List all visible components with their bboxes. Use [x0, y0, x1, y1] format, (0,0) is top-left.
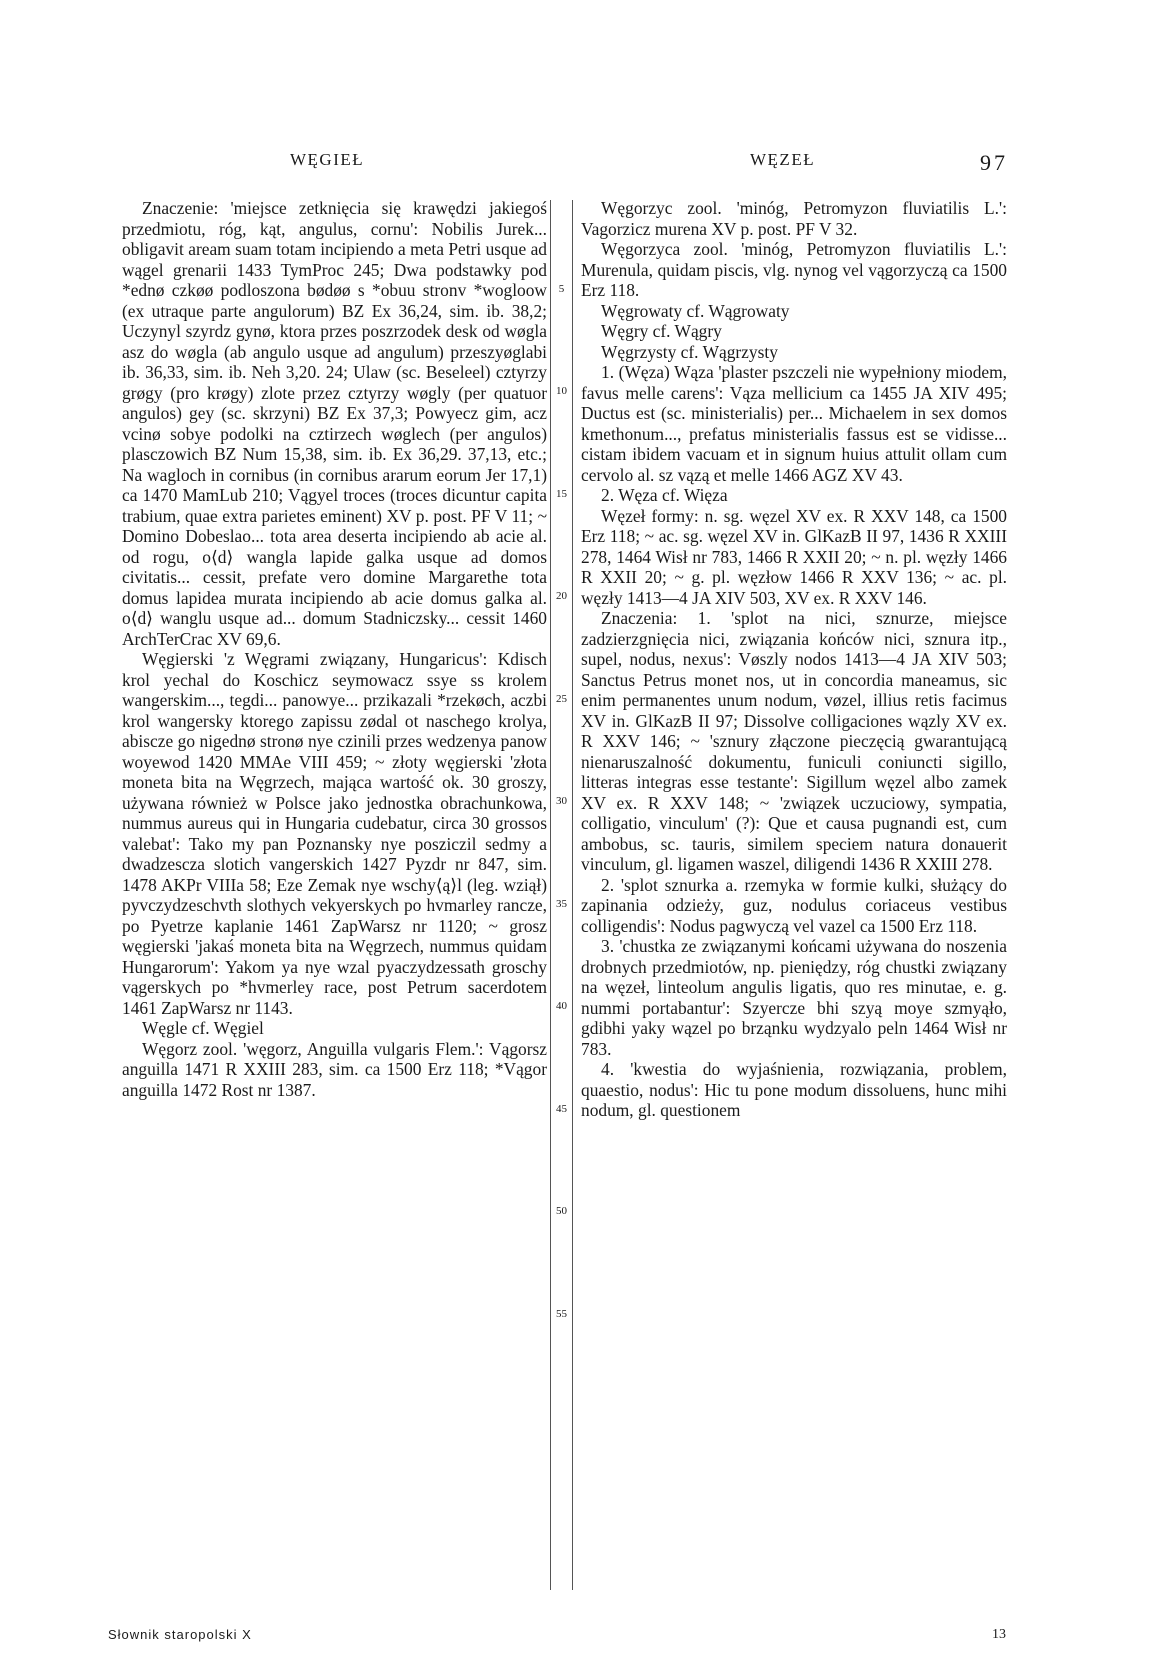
entry-paragraph: Węgrzysty cf. Wągrzysty [601, 341, 778, 362]
entry-paragraph: Węgorzyca zool. 'minóg, Petromyzon fluviatilis L.': Murenula, quidam piscis, vlg. nynog vel vągorzyczą ca 1500 Erz 118. [581, 239, 1007, 300]
entry-paragraph: 2. Węza cf. Więza [601, 485, 728, 505]
entry-paragraph: 1. (Węza) Wąza 'plaster pszczeli nie wypełniony miodem, favus melle carens': Vąza mellicium ca 1455 JA XIV 495; Ductus est (sc. ministerialis) per... Michaelem in sex domos kmethonum..., prefatus ministerialis fassus est se vidisse... cistam ibidem vacuam et in signum huius attulit ollam cum cervolo al. sz vązą et melle 1466 AGZ XV 43. [581, 362, 1007, 485]
entry-paragraph: Węgle cf. Węgiel [142, 1018, 264, 1038]
footer-signature: Słownik staropolski X [108, 1627, 252, 1642]
entry-paragraph: Znaczenie: 'miejsce zetknięcia się krawędzi jakiegoś przedmiotu, róg, kąt, angulus, cornu': Nobilis Jurek... obligavit aream suam totam incipiendo a meta Petri usque ad wągel grenarii 1433 TymProc 245; Dwa podstawky pod *ednø czkøø podloszona bødøø s *obuu stronv *wogloow (ex utraque parte angulorum) BZ Ex 36,24, sim. ib. 38,2; Uczynyl szyrdz gynø, ktora przes poszrzodek desk od wøgla asz do wøgla (ab angulo usque ad angulum) przeszyøglabi ib. 36,33, sim. ib. Neh 3,20. 24; Ulaw (sc. Beseleel) cztyrzy grøgy (pro krøgy) zlote przez cztyrzy wøgly (per quatuor angulos) gey (sc. skrzyni) BZ Ex 37,3; Powyecz gim, acz vcinø sobye podolki na cztirzech wøglech (per angulos) plasczowich BZ Num 15,38, sim. ib. Ex 36,29. 37,13, etc.; Na wagloch in cornibus (in cornibus ararum eorum Jer 17,1) ca 1470 MamLub 210; Vągyel troces (troces dicuntur capita trabium, quae extra parietes eminent) XV p. post. PF V 11; ~ Domino Dobeslao... tota area deserta incipiendo ab acie al. od rogu, o⟨d⟩ wangla lapide galka usque ad domos civitatis... cessit, prefate vero domine Margarethe tota domus lapidea murata incipiendo ab acie domus galka al. o⟨d⟩ wanglu usque ad... domum Stadniczsky... cessit 1460 ArchTerCrac XV 69,6. [122, 198, 547, 649]
line-number: 20 [556, 590, 567, 602]
line-number-gutter [553, 198, 570, 1598]
entry-paragraph: Węgorzyc zool. 'minóg, Petromyzon fluviatilis L.': Vagorzicz murena XV p. post. PF V 32. [581, 198, 1007, 239]
running-head-left: WĘGIEŁ [290, 150, 365, 169]
entry-paragraph: Znaczenia: 1. 'splot na nici, sznurze, miejsce zadzierzgnięcia nici, związania końców nici, sznura itp., supel, nodus, nexus': Vøszly nodos 1413—4 JA XIV 503; Sanctus Petrus monet nos, ut in concordia maneamus, sic enim permanentes unum nodum, vøzel, illius retis facimus XV in. GlKazB II 97; Dissolve colligaciones wązly XV ex. R XXV 146; ~ 'sznury złączone pieczęcią gwarantującą nienaruszalność dokumentu, funiculi coniuncti sigillo, litteras integras esse testante': Sigillum węzel albo zamek XV ex. R XXV 148; ~ 'związek uczuciowy, sympatia, colligatio, vinculum' (?): Que et causa pugnandi est, cum ambobus, sc. tauris, similem speciem natura donauerit vinculum, gl. ligamen waszel, diligendi 1436 R XXIII 278. [581, 608, 1007, 874]
line-number: 5 [558, 283, 565, 295]
column-rule-left [550, 200, 551, 1590]
line-number: 25 [556, 693, 567, 705]
line-number: 50 [556, 1205, 567, 1217]
entry-paragraph: Węzeł formy: n. sg. węzel XV ex. R XXV 148, ca 1500 Erz 118; ~ ac. sg. węzel XV in. GlKazB II 97, 1436 R XXIII 278, 1464 Wisł nr 783, 1466 R XXII 20; ~ n. pl. węzły 1466 R XXII 20; ~ g. pl. węzłow 1466 R XXV 136; ~ ac. pl. węzły 1413—4 JA XIV 503, XV ex. R XXV 146. [581, 505, 1007, 608]
line-number: 15 [556, 488, 567, 500]
entry-paragraph: 2. 'splot sznurka a. rzemyka w formie kulki, służący do zapinania odzieży, guz, nodulus coriaceus vestibus colligendis': Nodus pagwyczą vel vazel ca 1500 Erz 118. [581, 874, 1007, 936]
entry-paragraph: Węgorz zool. 'węgorz, Anguilla vulgaris Flem.': Vągorsz anguilla 1471 R XXIII 283, sim. ca 1500 Erz 118; *Vągor anguilla 1472 Rost nr 1387. [122, 1038, 547, 1100]
line-number: 45 [556, 1103, 567, 1115]
line-number: 10 [556, 385, 567, 397]
running-head-right: WĘZEŁ [750, 150, 816, 169]
entry-paragraph: Węgrowaty cf. Wągrowaty [601, 300, 790, 321]
left-column [122, 198, 547, 1100]
entry-paragraph: 4. 'kwestia do wyjaśnienia, rozwiązania, problem, quaestio, nodus': Hic tu pone modum dissoluens, hunc mihi nodum, gl. questionem [581, 1059, 1007, 1120]
entry-paragraph: Węgierski 'z Węgrami związany, Hungaricus': Kdisch krol yechal do Koschicz seymowacz ssye ss krolem wangerskim..., tegdi... panowye... przikazali *rzekøch, aczbi krol wangersky ktorego zapissu zødal ot naschego krolya, abiscze go nigednø stronø nye czinili przes wedzenya panow woyewod 1420 MMAe VIII 459; ~ złoty węgierski 'złota moneta bita na Węgrzech, mająca wartość ok. 30 groszy, używana również w Polsce jako jednostka obrachunkowa, nummus aureus qui in Hungaria cudebatur, circa 30 grossos valebat': Tako my pan Poznansky nye posziczil sedmy a dwadzescza slotich vangerskich 1427 Pyzdr nr 847, sim. 1478 AKPr VIIIa 58; Eze Zemak nye wschy⟨ą⟩l (leg. wziął) pyvczydzeschvth slothych vekyerskych po hvmarley rancze, po Pyetrze kaplanie 1461 ZapWarsz nr 1120; ~ grosz węgierski 'jakaś moneta bita na Węgrzech, nummus quidam Hungarorum': Yakom ya nye wzal pyaczydzessath groschy vągerskych po *hvmerley race, post Petrum sacerdotem 1461 ZapWarsz nr 1143. [122, 649, 547, 1018]
page-number: 97 [980, 150, 1008, 175]
line-number: 35 [556, 898, 567, 910]
footer-sheet-number: 13 [992, 1627, 1006, 1642]
column-rule-right [572, 200, 573, 1590]
right-column [581, 198, 1007, 1121]
line-number: 30 [556, 795, 567, 807]
entry-paragraph: 3. 'chustka ze związanymi końcami używana do noszenia drobnych przedmiotów, np. pieniędzy, róg chustki związany na węzeł, linteolum angulis ligatis, quo res minutae, e. g. nummi portabantur': Szyercze bhi szyą moye szmyąło, gdibhi yaky wązel po brząnku wydzyalo peln 1464 Wisł nr 783. [581, 936, 1007, 1059]
line-number: 55 [556, 1308, 567, 1320]
entry-paragraph: Węgry cf. Wągry [601, 321, 722, 341]
line-number: 40 [556, 1000, 567, 1012]
